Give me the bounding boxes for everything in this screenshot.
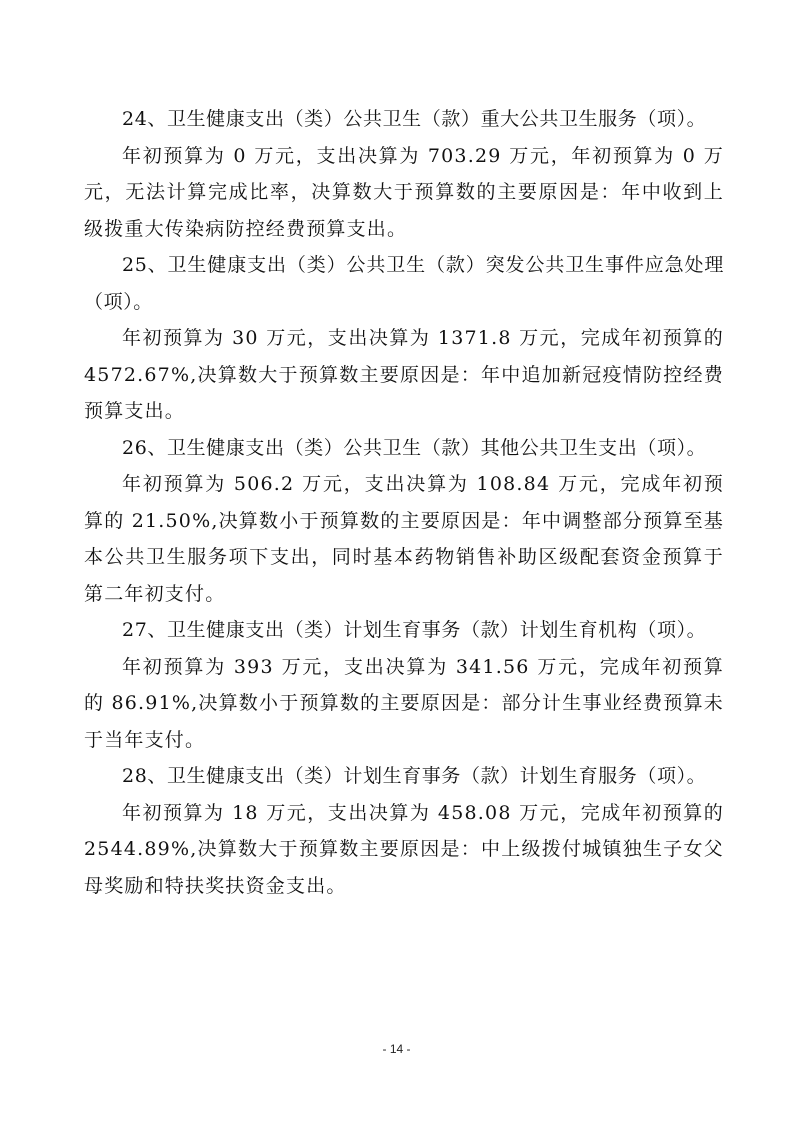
section-text-26: 年初预算为 506.2 万元，支出决算为 108.84 万元，完成年初预算的 21.50%,决算数小于预算数的主要原因是：年中调整部分预算至基本公共卫生服务项下支出，同时基本药物销售补助区级配套资金预算于第二年初支付。 xyxy=(84,473,724,605)
section-heading-24: 24、卫生健康支出（类）公共卫生（款）重大公共卫生服务（项）。 xyxy=(122,108,707,130)
section-heading-28: 28、卫生健康支出（类）计划生育事务（款）计划生育服务（项）。 xyxy=(122,765,707,787)
section-text-28: 年初预算为 18 万元，支出决算为 458.08 万元，完成年初预算的 2544.89%,决算数大于预算数主要原因是：中上级拨付城镇独生子女父母奖励和特扶奖扶资金支出。 xyxy=(84,801,724,897)
document-body xyxy=(84,101,724,904)
section-heading-25: 25、卫生健康支出（类）公共卫生（款）突发公共卫生事件应急处理（项）。 xyxy=(84,254,724,313)
section-text-27: 年初预算为 393 万元，支出决算为 341.56 万元，完成年初预算的 86.91%,决算数小于预算数的主要原因是：部分计生事业经费预算未于当年支付。 xyxy=(84,655,724,751)
page-number: - 14 - xyxy=(382,1042,411,1056)
section-text-24: 年初预算为 0 万元，支出决算为 703.29 万元，年初预算为 0 万元，无法计算完成比率，决算数大于预算数的主要原因是：年中收到上级拨重大传染病防控经费预算支出。 xyxy=(84,144,724,240)
section-text-25: 年初预算为 30 万元，支出决算为 1371.8 万元，完成年初预算的 4572.67%,决算数大于预算数主要原因是：年中追加新冠疫情防控经费预算支出。 xyxy=(84,327,724,422)
section-heading-26: 26、卫生健康支出（类）公共卫生（款）其他公共卫生支出（项）。 xyxy=(122,436,707,459)
section-heading-27: 27、卫生健康支出（类）计划生育事务（款）计划生育机构（项）。 xyxy=(122,619,707,641)
